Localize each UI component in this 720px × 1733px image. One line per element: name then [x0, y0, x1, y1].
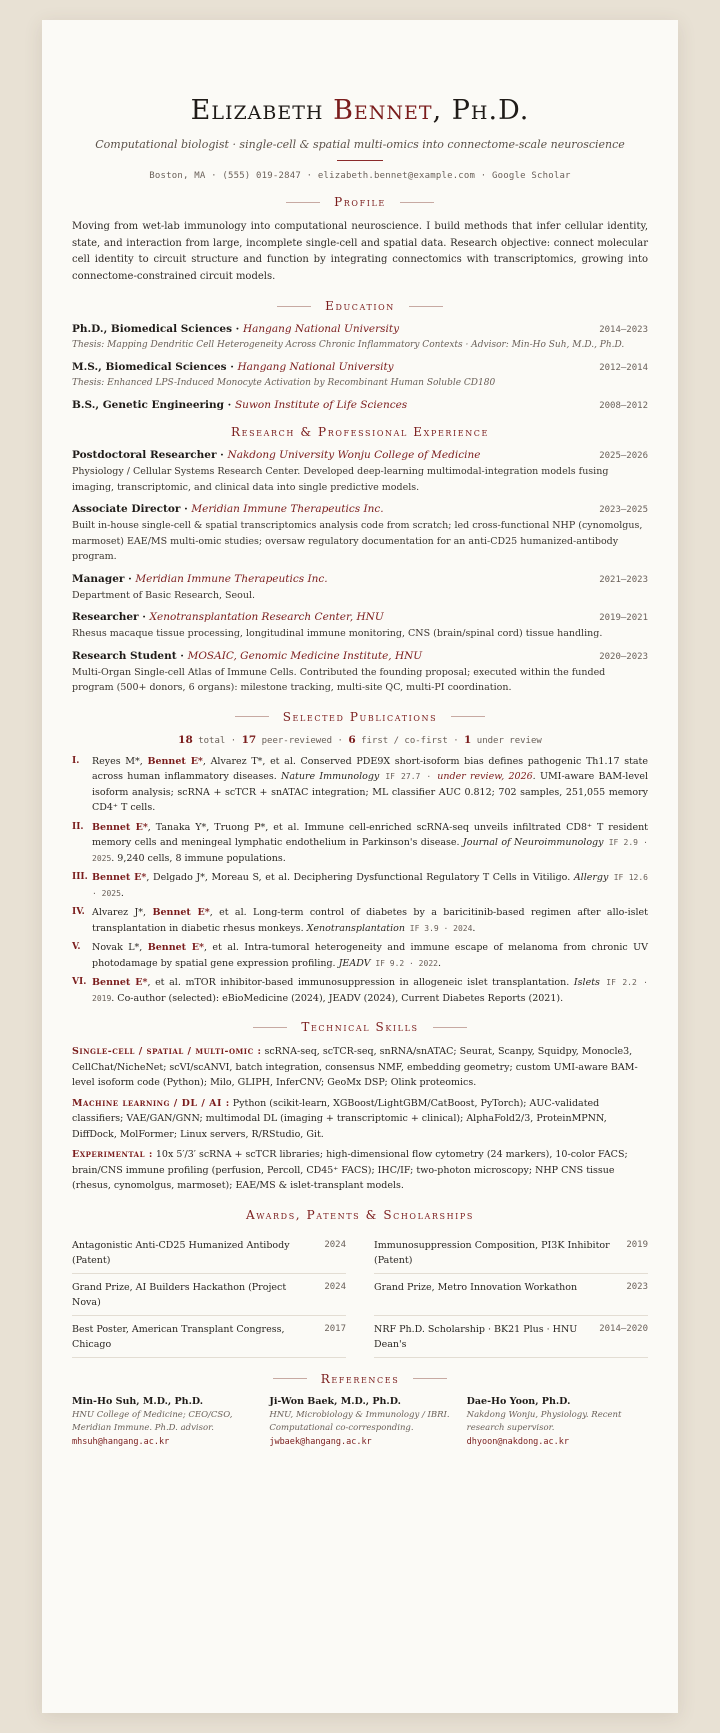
award-text: Antagonistic Anti-CD25 Humanized Antibody (Patent): [72, 1239, 290, 1266]
publication-title: , Alvarez T*, et al. Conserved PDE9X short-isoform bias defines pathogenic Th1.17 state across human inflammatory diseases.: [92, 755, 648, 782]
contact-line: Boston, MA · (555) 019-2847 · elizabeth.bennet@example.com · Google Scholar: [149, 171, 571, 181]
entry-date: 2020–2023: [599, 651, 648, 662]
reference-email[interactable]: dhyoon@nakdong.ac.kr: [466, 1436, 570, 1447]
publication-title: , Tanaka Y*, Truong P*, et al. Immune cell-enriched scRNA-seq unveils infiltrated CD8⁺ T resident memory cells and meningeal lymphatic endothelium in Parkinson's disease.: [92, 821, 649, 848]
publication-number: V.: [72, 942, 81, 952]
skill-group: [72, 1044, 648, 1091]
publication-notes: .: [120, 887, 124, 899]
education-entry: [72, 361, 648, 391]
reference-item: [269, 1396, 450, 1447]
heading-text: Education: [325, 299, 395, 313]
entry-title: M.S., Biomedical Sciences · Hangang National University: [72, 361, 394, 373]
publication-number: II.: [72, 821, 84, 832]
impact-factor: IF 2.2 · 2019: [92, 978, 648, 1003]
section-heading-publications: [72, 710, 648, 724]
name-heading: [72, 94, 648, 128]
skill-group: [72, 1096, 648, 1143]
section-heading-experience: [72, 425, 648, 439]
award-text: NRF Ph.D. Scholarship · BK21 Plus · HNU Dean's: [374, 1323, 578, 1350]
degree: M.S., Biomedical Sciences: [72, 361, 227, 373]
authors-before: Alvarez J*,: [92, 907, 153, 918]
award-text: Best Poster, American Transplant Congress, Chicago: [72, 1323, 285, 1350]
profile-text: Moving from wet-lab immunology into computational neuroscience. I build methods that infer cellular identity, state, and interaction from large, incomplete single-cell and spatial data. Research objective: connect molecular cell identity to circuit structure and function by integrating connectomics with transcriptomics, growing into connectome-constrained circuit models.: [72, 221, 648, 282]
role: Researcher: [72, 611, 139, 623]
entry-date: 2012–2014: [599, 363, 648, 373]
reference-email[interactable]: jwbaek@hangang.ac.kr: [269, 1436, 372, 1447]
award-year: 2023: [626, 1281, 648, 1292]
publication-item: [72, 905, 648, 936]
experience-entry: [72, 650, 648, 696]
award-item: [374, 1316, 648, 1358]
reference-email[interactable]: mhsuh@hangang.ac.kr: [72, 1436, 170, 1447]
award-item: [72, 1316, 346, 1358]
heading-rule: [277, 306, 311, 307]
publication-status: under review, 2026: [437, 771, 533, 782]
heading-text: Selected Publications: [282, 709, 438, 724]
heading-rule: [433, 1027, 467, 1028]
entry-title: Researcher · Xenotransplantation Research Center, HNU: [72, 611, 384, 623]
publication-item: [72, 820, 648, 867]
publication-title: , et al. mTOR inhibitor-based immunosuppression in allogeneic islet transplantation.: [147, 977, 574, 988]
award-text: Immunosuppression Composition, PI3K Inhibitor (Patent): [374, 1239, 610, 1266]
degree: Ph.D., Biomedical Sciences: [72, 323, 232, 335]
heading-text: Research & Professional Experience: [231, 425, 489, 439]
journal: Islets: [573, 977, 600, 988]
reference-item: [72, 1396, 253, 1447]
journal: Nature Immunology: [281, 771, 380, 782]
award-item: [72, 1232, 346, 1274]
authors-before: Reyes M*,: [92, 755, 148, 767]
entry-date: 2025–2026: [599, 451, 648, 461]
award-item: [72, 1274, 346, 1316]
heading-text: Profile: [334, 195, 386, 209]
journal: JEADV: [338, 957, 371, 969]
journal: Journal of Neuroimmunology: [462, 837, 604, 848]
role: Research Student: [72, 649, 177, 662]
stat-total-count: 18: [178, 733, 193, 746]
heading-rule: [286, 202, 320, 203]
entry-title: Postdoctoral Researcher · Nakdong University Wonju College of Medicine: [72, 449, 481, 461]
entry-date: 2021–2023: [599, 574, 648, 585]
entry-title: Manager · Meridian Immune Therapeutics Inc.: [72, 572, 328, 585]
organization: Nakdong University Wonju College of Medicine: [227, 449, 481, 461]
reference-description: HNU College of Medicine; CEO/CSO, Meridian Immune. Ph.D. advisor.: [72, 1409, 233, 1433]
organization: Xenotransplantation Research Center, HNU: [149, 611, 384, 623]
stat-first-label: first / co-first: [361, 735, 448, 746]
reference-description: HNU, Microbiology & Immunology / IBRI. Computational co-corresponding.: [269, 1409, 450, 1433]
entry-description: Rhesus macaque tissue processing, longitudinal immune monitoring, CNS (brain/spinal cord) tissue handling.: [72, 628, 603, 639]
institution: Suwon Institute of Life Sciences: [234, 399, 408, 411]
entry-date: 2008–2012: [599, 401, 648, 411]
entry-date: 2014–2023: [599, 325, 648, 335]
name-first: Elizabeth: [190, 95, 324, 126]
heading-rule: [451, 716, 485, 717]
publication-list: [72, 754, 648, 1007]
award-year: 2024: [324, 1239, 346, 1250]
publication-notes: . Co-author (selected): eBioMedicine (2024), JEADV (2024), Current Diabetes Reports (2021).: [111, 992, 564, 1004]
skill-text: 10x 5′/3′ scRNA + scTCR libraries; high-dimensional flow cytometry (24 markers), 10-color FACS; brain/CNS immune profiling (perfusion, Percoll, CD45⁺ FACS); IHC/IF; two-photon microscopy; NHP CNS tissue (rhesus, cynomolgus, marmoset); EAE/MS & islet-transplant models.: [72, 1149, 628, 1191]
stat-peer-count: 17: [241, 733, 257, 746]
author-self: Bennet E*: [152, 907, 210, 918]
reference-name: Dae-Ho Yoon, Ph.D.: [466, 1395, 571, 1407]
awards-grid: [72, 1232, 648, 1358]
name-suffix: , Ph.D.: [432, 95, 530, 126]
publication-item: [72, 870, 648, 901]
publication-title: , et al. Intra-tumoral heterogeneity and immune escape of melanoma from chronic UV photodamage by spatial gene expression profiling.: [92, 942, 648, 969]
reference-item: [467, 1396, 648, 1447]
section-heading-skills: [72, 1020, 648, 1034]
stat-review-label: under review: [476, 735, 542, 746]
impact-factor: IF 27.7 ·: [379, 772, 438, 781]
entry-description: Multi-Organ Single-cell Atlas of Immune Cells. Contributed the founding proposal; executed within the funded program (500+ donors, 6 organs): milestone tracking, multi-site QC, multi-PI coordination.: [72, 666, 606, 693]
experience-entry: [72, 573, 648, 604]
skill-label: Single-cell / spatial / multi-omic :: [72, 1046, 262, 1057]
author-self: Bennet E*: [92, 872, 147, 883]
resume-page: [42, 20, 678, 1713]
entry-date: 2019–2021: [599, 613, 648, 623]
award-year: 2017: [324, 1323, 346, 1334]
entry-title: B.S., Genetic Engineering · Suwon Institute of Life Sciences: [72, 399, 408, 411]
impact-factor: IF 9.2 · 2022: [370, 958, 438, 968]
stat-review-count: 1: [464, 733, 472, 746]
publication-notes: . 9,240 cells, 8 immune populations.: [111, 852, 286, 864]
publication-notes: .: [472, 922, 476, 934]
heading-rule: [253, 1027, 287, 1028]
heading-text: Awards, Patents & Scholarships: [245, 1207, 474, 1222]
authors-before: Novak L*,: [92, 942, 148, 953]
reference-name: Ji-Won Baek, M.D., Ph.D.: [269, 1395, 401, 1407]
entry-description: Department of Basic Research, Seoul.: [72, 589, 256, 601]
organization: Meridian Immune Therapeutics Inc.: [191, 503, 384, 515]
skill-text: scRNA-seq, scTCR-seq, snRNA/snATAC; Seurat, Scanpy, Squidpy, Monocle3, CellChat/NicheNet; scVI/scANVI, batch integration, consensus NMF, embedding geometry; custom UMI-aware BAM-level isoform code (Python); Milo, GLIPH, InferCNV; GeoMx DSP; Olink proteomics.: [72, 1046, 638, 1088]
award-item: [374, 1232, 648, 1274]
section-heading-references: [72, 1372, 648, 1386]
journal: Xenotransplantation: [306, 922, 405, 934]
references-grid: [72, 1396, 648, 1447]
award-year: 2019: [626, 1239, 648, 1250]
publication-title: , et al. Long-term control of diabetes by a baricitinib-based regimen after allo-islet transplantation in diabetic rhesus monkeys.: [92, 907, 648, 934]
tagline: Computational biologist · single-cell & spatial multi-omics into connectome-scale neuroscience: [95, 138, 625, 151]
institution: Hangang National University: [242, 323, 400, 335]
heading-text: Technical Skills: [301, 1020, 419, 1034]
award-text: Grand Prize, Metro Innovation Workathon: [374, 1281, 578, 1293]
heading-rule: [273, 1378, 307, 1379]
role: Manager: [72, 572, 125, 585]
education-list: [72, 323, 648, 411]
publication-stats: 18 total · 17 peer-reviewed · 6 first / co-first · 1 under review: [178, 733, 542, 746]
publication-item: [72, 754, 648, 816]
heading-rule: [413, 1378, 447, 1379]
heading-text: References: [320, 1371, 400, 1386]
heading-rule: [400, 202, 434, 203]
author-self: Bennet E*: [147, 942, 204, 953]
publication-item: [72, 940, 648, 971]
publication-number: VI.: [72, 977, 87, 987]
publication-number: III.: [72, 872, 88, 882]
journal: Allergy: [573, 872, 609, 883]
award-year: 2014–2020: [599, 1323, 648, 1334]
section-heading-profile: [72, 195, 648, 209]
publication-notes: .: [437, 957, 441, 969]
entry-description: Physiology / Cellular Systems Research Center. Developed deep-learning multimodal-integration models fusing imaging, transcriptomic, and clinical data into single predictive models.: [72, 466, 609, 493]
education-entry: [72, 399, 648, 411]
skill-label: Experimental :: [72, 1149, 153, 1160]
reference-name: Min-Ho Suh, M.D., Ph.D.: [72, 1395, 204, 1407]
publication-notes: . UMI-aware BAM-level isoform analysis; scRNA + scTCR + snATAC integration; ML classifier AUC 0.812; 702 samples, 251,055 memory CD4⁺ T cells.: [92, 771, 649, 813]
entry-title: Associate Director · Meridian Immune Therapeutics Inc.: [72, 503, 384, 515]
section-heading-education: [72, 299, 648, 313]
entry-description: Built in-house single-cell & spatial transcriptomics analysis code from scratch; led cross-functional NHP (cynomolgus, marmoset) EAE/MS multi-omic studies; oversaw regulatory documentation for an anti-CD25 humanized-antibody program.: [72, 520, 643, 562]
education-entry: [72, 323, 648, 353]
author-self: Bennet E*: [92, 821, 148, 833]
section-heading-awards: [72, 1208, 648, 1222]
entry-title: Ph.D., Biomedical Sciences · Hangang National University: [72, 323, 400, 335]
organization: Meridian Immune Therapeutics Inc.: [135, 572, 328, 585]
publication-item: [72, 975, 648, 1006]
impact-factor: IF 3.9 · 2024: [404, 923, 473, 933]
role: Associate Director: [72, 503, 181, 515]
entry-thesis: Thesis: Enhanced LPS-Induced Monocyte Activation by Recombinant Human Soluble CD180: [72, 378, 496, 388]
publication-title: , Delgado J*, Moreau S, et al. Deciphering Dysfunctional Regulatory T Cells in Vitiligo.: [146, 872, 574, 883]
stat-peer-label: peer-reviewed: [261, 735, 333, 746]
skill-group: [72, 1147, 648, 1194]
institution: Hangang National University: [237, 361, 394, 373]
experience-entry: [72, 449, 648, 495]
award-text: Grand Prize, AI Builders Hackathon (Project Nova): [72, 1281, 287, 1308]
skill-label: Machine learning / DL / AI :: [72, 1097, 230, 1109]
stat-first-count: 6: [348, 733, 356, 746]
organization: MOSAIC, Genomic Medicine Institute, HNU: [187, 649, 423, 662]
entry-thesis: Thesis: Mapping Dendritic Cell Heterogeneity Across Chronic Inflammatory Contexts · Advisor: Min-Ho Suh, M.D., Ph.D.: [72, 340, 625, 350]
entry-title: Research Student · MOSAIC, Genomic Medicine Institute, HNU: [72, 649, 423, 662]
impact-factor: IF 2.9 · 2025: [92, 838, 648, 863]
reference-description: Nakdong Wonju, Physiology. Recent research supervisor.: [466, 1409, 622, 1433]
award-item: [374, 1274, 648, 1316]
author-self: Bennet E*: [92, 977, 148, 988]
publication-number: IV.: [72, 907, 85, 917]
experience-entry: [72, 503, 648, 565]
skill-text: Python (scikit-learn, XGBoost/LightGBM/CatBoost, PyTorch); AUC-validated classifiers; VAE/GAN/GNN; multimodal DL (imaging + transcriptomic + clinical); AlphaFold2/3, ProteinMPNN, DiffDock, MolFormer; Linux servers, R/RStudio, Git.: [72, 1097, 607, 1140]
heading-rule: [409, 306, 443, 307]
role: Postdoctoral Researcher: [72, 449, 217, 461]
entry-date: 2023–2025: [599, 505, 648, 515]
author-self: Bennet E*: [147, 755, 203, 767]
heading-rule: [235, 716, 269, 717]
degree: B.S., Genetic Engineering: [72, 399, 225, 411]
impact-factor: IF 12.6 · 2025: [92, 873, 649, 898]
publication-number: I.: [72, 755, 80, 766]
award-year: 2024: [324, 1281, 346, 1292]
experience-entry: [72, 611, 648, 642]
experience-list: [72, 449, 648, 696]
name-last: Bennet: [333, 95, 433, 126]
header-divider: [337, 160, 383, 161]
stat-total-label: total: [198, 735, 226, 746]
skills-list: [72, 1044, 648, 1194]
